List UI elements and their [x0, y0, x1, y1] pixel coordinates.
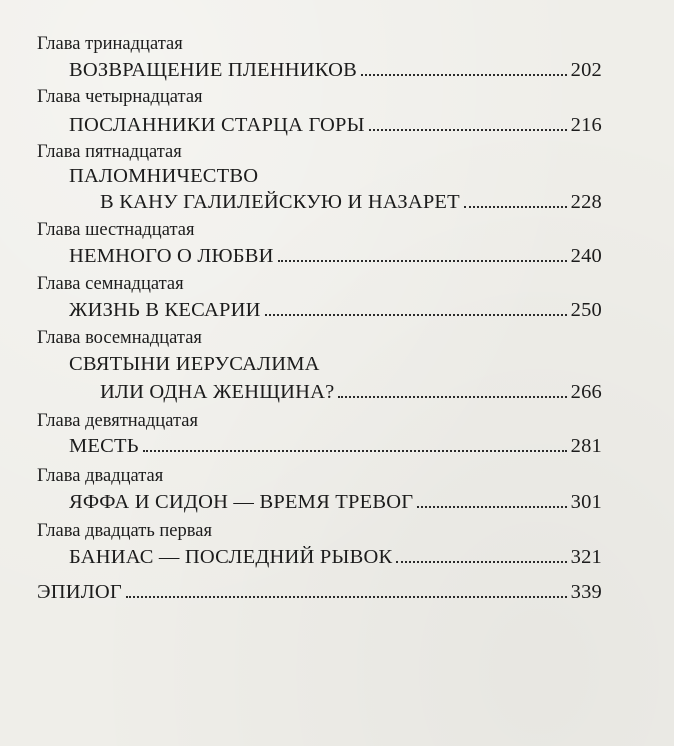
chapter-15-page: 228 [570, 191, 602, 213]
chapter-21-page: 321 [570, 546, 602, 568]
chapter-21-title: БАНИАС — ПОСЛЕДНИЙ РЫВОК [69, 546, 393, 568]
chapter-17-page: 250 [570, 299, 602, 321]
chapter-21-entry [69, 545, 602, 569]
chapter-15-label: Глава пятнадцатая [37, 142, 182, 162]
epilogue-title: ЭПИЛОГ [37, 581, 122, 603]
chapter-16-title: НЕМНОГО О ЛЮБВИ [69, 245, 274, 267]
dot-leader [417, 505, 566, 508]
dot-leader [143, 449, 567, 452]
chapter-20-title: ЯФФА И СИДОН — ВРЕМЯ ТРЕВОГ [69, 491, 414, 513]
chapter-19-entry [69, 434, 602, 458]
chapter-16-page: 240 [570, 245, 602, 267]
chapter-13-label: Глава тринадцатая [37, 34, 183, 54]
dot-leader [361, 73, 567, 76]
chapter-13-page: 202 [570, 59, 602, 81]
chapter-17-title: ЖИЗНЬ В КЕСАРИИ [69, 299, 261, 321]
chapter-18-title-line-1: СВЯТЫНИ ИЕРУСАЛИМА [69, 353, 320, 375]
chapter-16-label: Глава шестнадцатая [37, 220, 195, 240]
chapter-14-page: 216 [570, 114, 602, 136]
chapter-21-label: Глава двадцать первая [37, 521, 212, 541]
chapter-19-label: Глава девятнадцатая [37, 411, 198, 431]
chapter-14-label: Глава четырнадцатая [37, 87, 203, 107]
dot-leader [278, 259, 567, 262]
chapter-18-entry [100, 380, 602, 404]
chapter-18-page: 266 [570, 381, 602, 403]
chapter-18-label: Глава восемнадцатая [37, 328, 202, 348]
chapter-15-title-line-1: ПАЛОМНИЧЕСТВО [69, 165, 259, 187]
chapter-20-page: 301 [570, 491, 602, 513]
chapter-19-page: 281 [570, 435, 602, 457]
dot-leader [369, 128, 567, 131]
chapter-20-label: Глава двадцатая [37, 466, 164, 486]
chapter-20-entry [69, 490, 602, 514]
chapter-13-entry [69, 58, 602, 82]
chapter-14-entry [69, 113, 602, 137]
epilogue-entry [37, 580, 602, 604]
dot-leader [265, 313, 567, 316]
dot-leader [396, 560, 566, 563]
dot-leader [126, 595, 567, 598]
chapter-14-title: ПОСЛАННИКИ СТАРЦА ГОРЫ [69, 114, 365, 136]
chapter-13-title: ВОЗВРАЩЕНИЕ ПЛЕННИКОВ [69, 59, 357, 81]
chapter-15-title-line-2: В КАНУ ГАЛИЛЕЙСКУЮ И НАЗАРЕТ [100, 191, 460, 213]
chapter-16-entry [69, 244, 602, 268]
chapter-15-entry [100, 190, 602, 214]
dot-leader [464, 205, 567, 208]
epilogue-page: 339 [570, 581, 602, 603]
chapter-17-label: Глава семнадцатая [37, 274, 184, 294]
chapter-19-title: МЕСТЬ [69, 435, 139, 457]
chapter-18-title-line-2: ИЛИ ОДНА ЖЕНЩИНА? [100, 381, 335, 403]
dot-leader [338, 395, 566, 398]
chapter-17-entry [69, 298, 602, 322]
